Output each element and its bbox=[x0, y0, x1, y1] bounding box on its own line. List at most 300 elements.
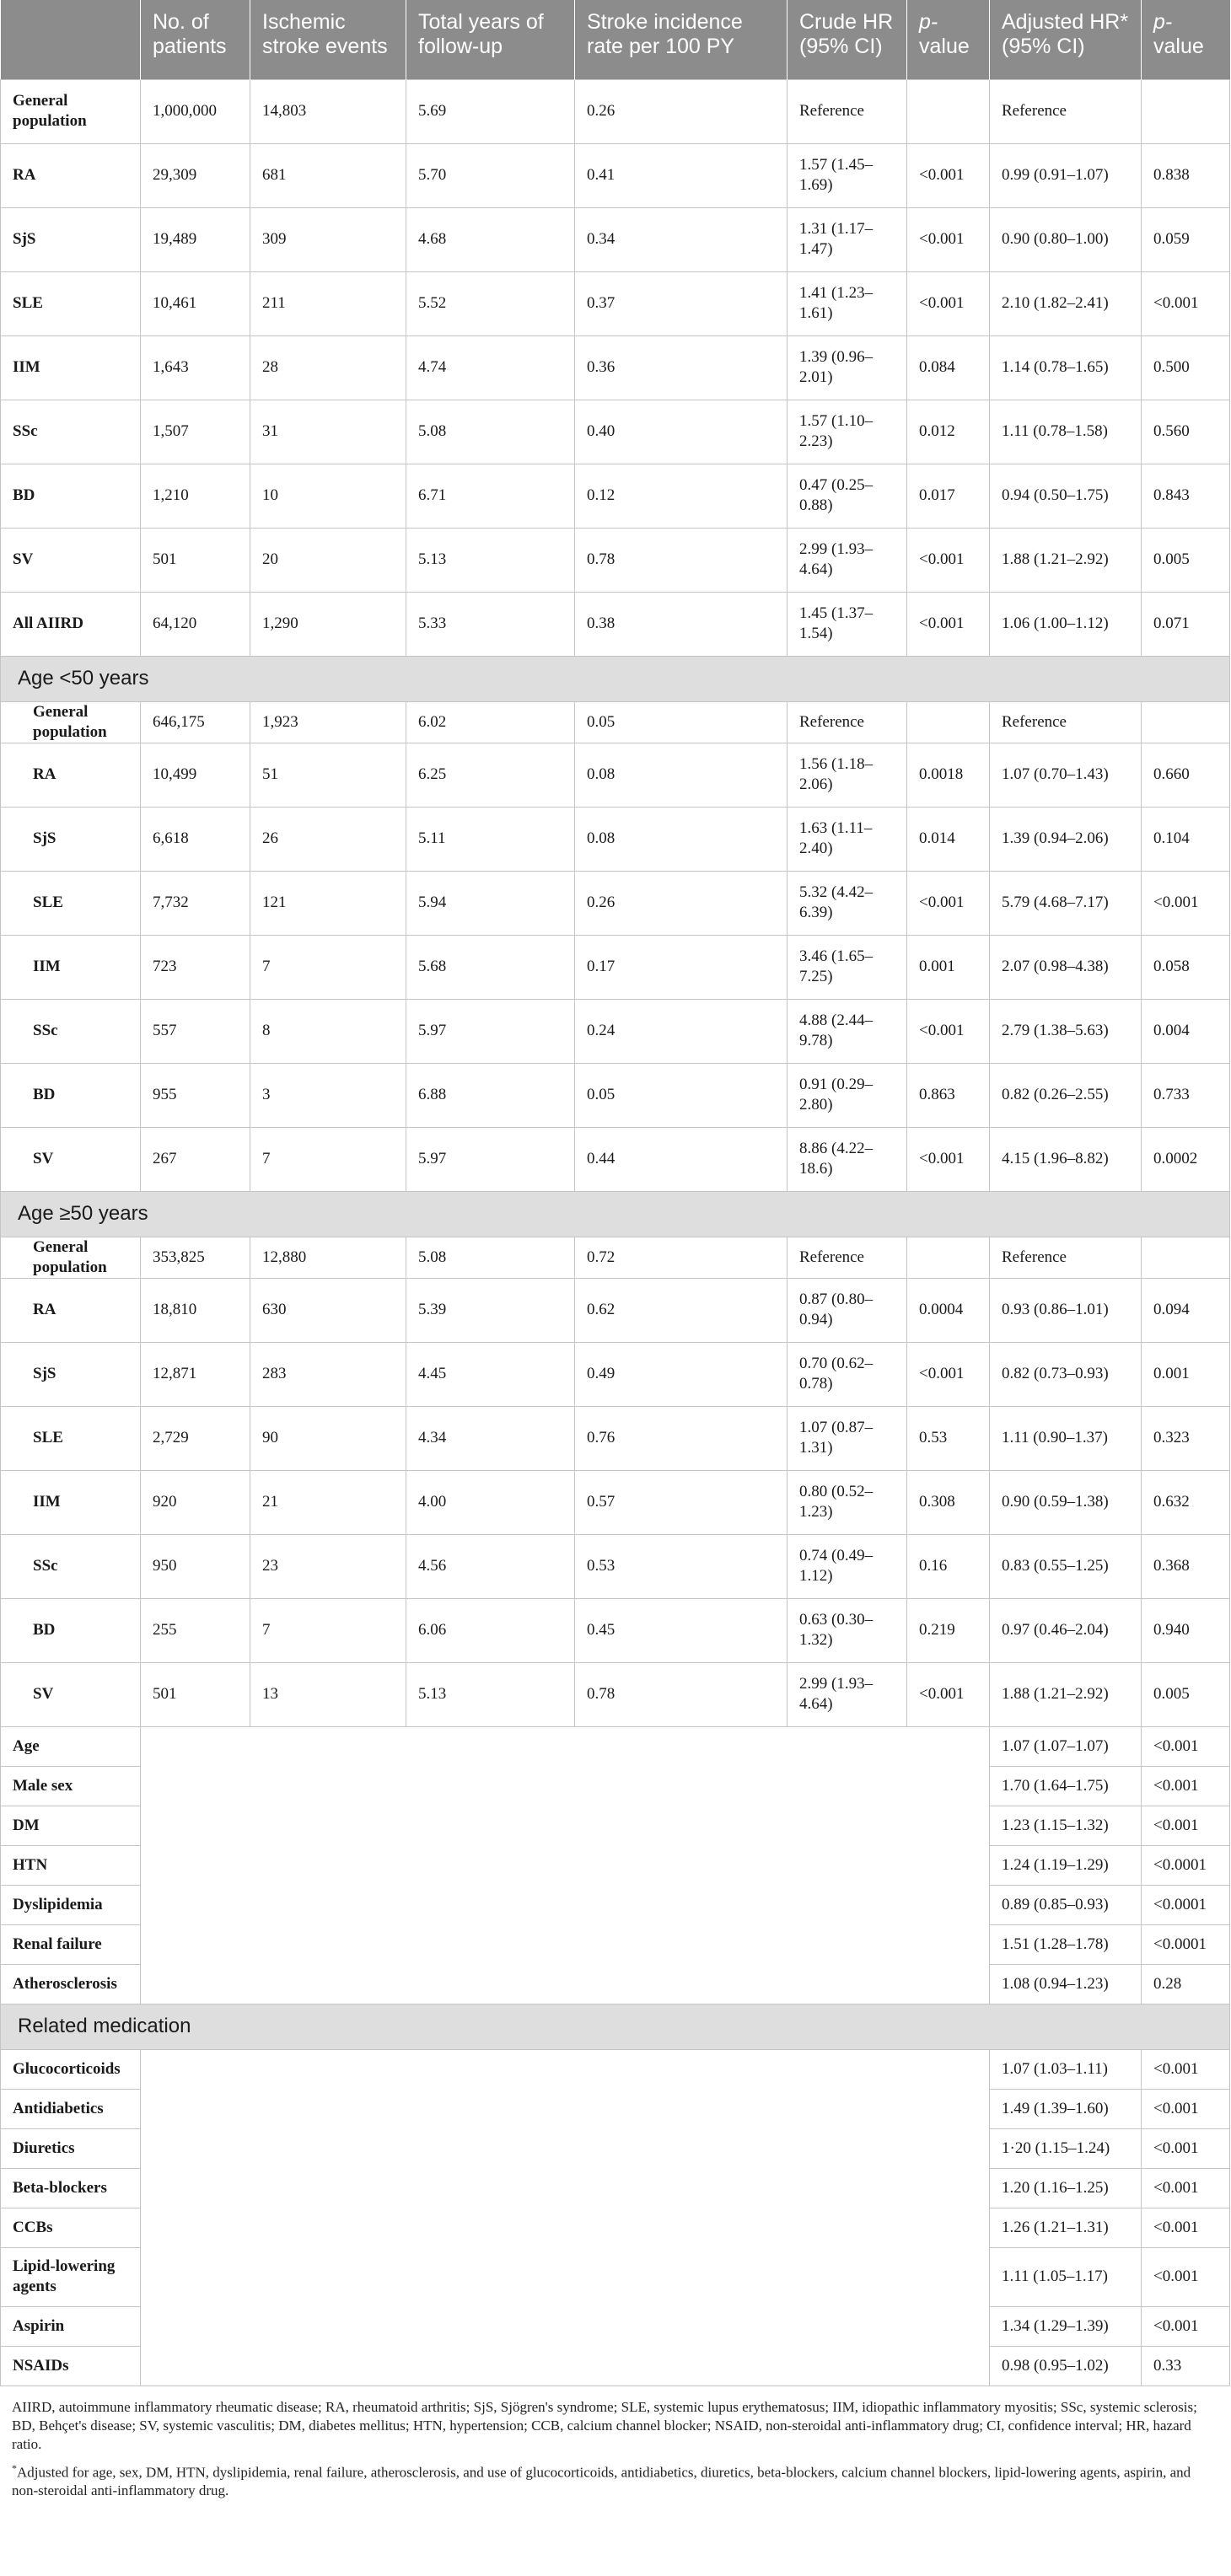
cell-events: 90 bbox=[250, 1406, 406, 1470]
cell-adjusted-p-value: <0.001 bbox=[1142, 2049, 1230, 2089]
cell-adjusted-hr: 2.10 (1.82–2.41) bbox=[990, 271, 1142, 335]
cell-adjusted-p-value: 0.071 bbox=[1142, 592, 1230, 656]
cell-adjusted-p-value: 0.733 bbox=[1142, 1063, 1230, 1127]
cell-adjusted-p-value: <0.001 bbox=[1142, 271, 1230, 335]
cell-adjusted-hr: 1.11 (0.78–1.58) bbox=[990, 400, 1142, 464]
cell-adjusted-p-value: 0.368 bbox=[1142, 1534, 1230, 1598]
cell-incidence-rate: 0.26 bbox=[575, 79, 788, 143]
header-cell-adjusted-hr: Adjusted HR* (95% CI) bbox=[990, 0, 1142, 79]
cell-adjusted-hr: 0.83 (0.55–1.25) bbox=[990, 1534, 1142, 1598]
cell-crude-p-value: <0.001 bbox=[907, 1342, 990, 1406]
cell-crude-p-value: <0.001 bbox=[907, 143, 990, 207]
cell-adjusted-p-value: <0.001 bbox=[1142, 1726, 1230, 1766]
cell-followup-years: 5.08 bbox=[406, 1237, 575, 1278]
table-row bbox=[1, 1726, 1230, 1766]
cell-patients: 557 bbox=[141, 999, 250, 1063]
cell-patients: 29,309 bbox=[141, 143, 250, 207]
cell-crude-hr: 0.63 (0.30–1.32) bbox=[788, 1598, 907, 1662]
section-header: Age <50 years bbox=[1, 656, 1230, 701]
adjustment-footnote-text: Adjusted for age, sex, DM, HTN, dyslipidemia, renal failure, atherosclerosis, and use of glucocorticoids, antidiabetics, diuretics, beta-blockers, calcium channel blockers, lipid-lowering agents, aspirin, and non-steroidal anti-inflammatory drug. bbox=[12, 2464, 1191, 2499]
cell-followup-years: 6.25 bbox=[406, 743, 575, 807]
cell-crude-p-value: <0.001 bbox=[907, 1662, 990, 1726]
cell-incidence-rate: 0.08 bbox=[575, 807, 788, 871]
row-label: Atherosclerosis bbox=[1, 1964, 141, 2004]
row-label: IIM bbox=[1, 1470, 141, 1534]
cell-adjusted-hr: 1.07 (1.03–1.11) bbox=[990, 2049, 1142, 2089]
row-label: Beta-blockers bbox=[1, 2168, 141, 2208]
cell-patients: 18,810 bbox=[141, 1278, 250, 1342]
cell-adjusted-p-value: <0.001 bbox=[1142, 871, 1230, 935]
cell-crude-hr: 1.56 (1.18–2.06) bbox=[788, 743, 907, 807]
cell-crude-hr: 1.07 (0.87–1.31) bbox=[788, 1406, 907, 1470]
cell-events: 1,290 bbox=[250, 592, 406, 656]
cell-adjusted-hr: 1.49 (1.39–1.60) bbox=[990, 2089, 1142, 2128]
table-row bbox=[1, 701, 1230, 743]
cell-followup-years: 5.70 bbox=[406, 143, 575, 207]
cell-incidence-rate: 0.78 bbox=[575, 528, 788, 592]
row-label: RA bbox=[1, 1278, 141, 1342]
row-label: SLE bbox=[1, 271, 141, 335]
cell-events: 14,803 bbox=[250, 79, 406, 143]
cell-incidence-rate: 0.05 bbox=[575, 1063, 788, 1127]
cell-events: 51 bbox=[250, 743, 406, 807]
section-header: Age ≥50 years bbox=[1, 1191, 1230, 1237]
cell-incidence-rate: 0.08 bbox=[575, 743, 788, 807]
row-label: Age bbox=[1, 1726, 141, 1766]
cell-followup-years: 5.68 bbox=[406, 935, 575, 999]
table-row bbox=[1, 935, 1230, 999]
cell-crude-hr: 1.31 (1.17–1.47) bbox=[788, 207, 907, 271]
cell-adjusted-p-value: <0.001 bbox=[1142, 2089, 1230, 2128]
cell-adjusted-hr: 1.23 (1.15–1.32) bbox=[990, 1806, 1142, 1845]
table-row bbox=[1, 592, 1230, 656]
table-row bbox=[1, 1342, 1230, 1406]
table-row bbox=[1, 1534, 1230, 1598]
cell-crude-hr: 2.99 (1.93–4.64) bbox=[788, 528, 907, 592]
cell-events: 7 bbox=[250, 1127, 406, 1191]
row-label: Glucocorticoids bbox=[1, 2049, 141, 2089]
cell-events: 26 bbox=[250, 807, 406, 871]
row-label: SjS bbox=[1, 207, 141, 271]
table-row bbox=[1, 1278, 1230, 1342]
cell-crude-hr: Reference bbox=[788, 79, 907, 143]
cell-crude-hr: 8.86 (4.22–18.6) bbox=[788, 1127, 907, 1191]
row-label: IIM bbox=[1, 335, 141, 400]
blank-cell bbox=[141, 1726, 990, 2004]
table-row bbox=[1, 2049, 1230, 2089]
cell-crude-hr: 4.88 (2.44–9.78) bbox=[788, 999, 907, 1063]
table-row bbox=[1, 271, 1230, 335]
cell-events: 121 bbox=[250, 871, 406, 935]
cell-followup-years: 4.74 bbox=[406, 335, 575, 400]
section-header: Related medication bbox=[1, 2004, 1230, 2049]
cell-adjusted-p-value: 0.004 bbox=[1142, 999, 1230, 1063]
cell-patients: 723 bbox=[141, 935, 250, 999]
cell-crude-p-value: <0.001 bbox=[907, 207, 990, 271]
cell-patients: 64,120 bbox=[141, 592, 250, 656]
row-label: Lipid-lowering agents bbox=[1, 2247, 141, 2306]
cell-followup-years: 5.39 bbox=[406, 1278, 575, 1342]
row-label: General population bbox=[1, 701, 141, 743]
row-label: SjS bbox=[1, 807, 141, 871]
cell-crude-p-value: <0.001 bbox=[907, 871, 990, 935]
cell-adjusted-p-value: <0.0001 bbox=[1142, 1845, 1230, 1885]
cell-adjusted-p-value: 0.058 bbox=[1142, 935, 1230, 999]
cell-events: 7 bbox=[250, 1598, 406, 1662]
cell-adjusted-p-value: 0.0002 bbox=[1142, 1127, 1230, 1191]
cell-adjusted-p-value: 0.33 bbox=[1142, 2346, 1230, 2385]
cell-events: 23 bbox=[250, 1534, 406, 1598]
cell-adjusted-p-value: <0.001 bbox=[1142, 2247, 1230, 2306]
cell-patients: 501 bbox=[141, 528, 250, 592]
cell-adjusted-hr: 1.11 (0.90–1.37) bbox=[990, 1406, 1142, 1470]
table-row bbox=[1, 400, 1230, 464]
table-row bbox=[1, 207, 1230, 271]
cell-crude-hr: 1.39 (0.96–2.01) bbox=[788, 335, 907, 400]
row-label: BD bbox=[1, 1598, 141, 1662]
cell-patients: 267 bbox=[141, 1127, 250, 1191]
cell-events: 8 bbox=[250, 999, 406, 1063]
cell-crude-p-value bbox=[907, 1237, 990, 1278]
cell-adjusted-hr: 1.88 (1.21–2.92) bbox=[990, 528, 1142, 592]
row-label: SSc bbox=[1, 999, 141, 1063]
table-row bbox=[1, 1127, 1230, 1191]
cell-adjusted-p-value: <0.001 bbox=[1142, 2128, 1230, 2168]
cell-events: 13 bbox=[250, 1662, 406, 1726]
cell-crude-hr: 0.74 (0.49–1.12) bbox=[788, 1534, 907, 1598]
cell-crude-hr: 0.70 (0.62–0.78) bbox=[788, 1342, 907, 1406]
cell-events: 1,923 bbox=[250, 701, 406, 743]
cell-crude-p-value: <0.001 bbox=[907, 999, 990, 1063]
cell-patients: 1,000,000 bbox=[141, 79, 250, 143]
cell-incidence-rate: 0.24 bbox=[575, 999, 788, 1063]
cell-incidence-rate: 0.62 bbox=[575, 1278, 788, 1342]
cell-incidence-rate: 0.57 bbox=[575, 1470, 788, 1534]
cell-adjusted-p-value: 0.500 bbox=[1142, 335, 1230, 400]
cell-adjusted-hr: 0.90 (0.59–1.38) bbox=[990, 1470, 1142, 1534]
p-prefix: p- bbox=[919, 10, 938, 34]
cell-patients: 12,871 bbox=[141, 1342, 250, 1406]
cell-adjusted-hr: 1.06 (1.00–1.12) bbox=[990, 592, 1142, 656]
row-label: Diuretics bbox=[1, 2128, 141, 2168]
row-label: Aspirin bbox=[1, 2306, 141, 2346]
row-label: SLE bbox=[1, 1406, 141, 1470]
cell-followup-years: 4.45 bbox=[406, 1342, 575, 1406]
cell-adjusted-hr: 2.07 (0.98–4.38) bbox=[990, 935, 1142, 999]
cell-followup-years: 6.02 bbox=[406, 701, 575, 743]
cell-followup-years: 5.08 bbox=[406, 400, 575, 464]
cell-events: 28 bbox=[250, 335, 406, 400]
cell-crude-hr: 1.57 (1.10–2.23) bbox=[788, 400, 907, 464]
cell-crude-p-value: 0.863 bbox=[907, 1063, 990, 1127]
cell-incidence-rate: 0.72 bbox=[575, 1237, 788, 1278]
cell-events: 20 bbox=[250, 528, 406, 592]
header-cell-group bbox=[1, 0, 141, 79]
cell-crude-hr: Reference bbox=[788, 1237, 907, 1278]
cell-adjusted-p-value: 0.005 bbox=[1142, 528, 1230, 592]
row-label: All AIIRD bbox=[1, 592, 141, 656]
cell-adjusted-p-value: 0.323 bbox=[1142, 1406, 1230, 1470]
p-value-label: value bbox=[919, 35, 970, 58]
cell-crude-hr: 0.47 (0.25–0.88) bbox=[788, 464, 907, 528]
row-label: RA bbox=[1, 143, 141, 207]
cell-followup-years: 4.56 bbox=[406, 1534, 575, 1598]
cell-crude-hr: 0.87 (0.80–0.94) bbox=[788, 1278, 907, 1342]
cell-incidence-rate: 0.17 bbox=[575, 935, 788, 999]
table-row bbox=[1, 1406, 1230, 1470]
cell-adjusted-p-value: 0.660 bbox=[1142, 743, 1230, 807]
cell-crude-hr: 5.32 (4.42–6.39) bbox=[788, 871, 907, 935]
cell-patients: 1,507 bbox=[141, 400, 250, 464]
row-label: Dyslipidemia bbox=[1, 1885, 141, 1924]
table-body bbox=[1, 79, 1230, 2385]
cell-followup-years: 6.06 bbox=[406, 1598, 575, 1662]
cell-adjusted-p-value bbox=[1142, 79, 1230, 143]
table-row bbox=[1, 464, 1230, 528]
cell-adjusted-p-value: 0.843 bbox=[1142, 464, 1230, 528]
cell-patients: 501 bbox=[141, 1662, 250, 1726]
cell-adjusted-p-value: 0.059 bbox=[1142, 207, 1230, 271]
cell-crude-p-value: 0.012 bbox=[907, 400, 990, 464]
cell-patients: 10,461 bbox=[141, 271, 250, 335]
cell-incidence-rate: 0.45 bbox=[575, 1598, 788, 1662]
cell-adjusted-hr: 1.07 (1.07–1.07) bbox=[990, 1726, 1142, 1766]
cell-adjusted-hr: 0.94 (0.50–1.75) bbox=[990, 464, 1142, 528]
header-cell-followup: Total years of follow-up bbox=[406, 0, 575, 79]
cell-crude-p-value: 0.219 bbox=[907, 1598, 990, 1662]
section-header-row bbox=[1, 656, 1230, 701]
cell-adjusted-hr: 1.14 (0.78–1.65) bbox=[990, 335, 1142, 400]
row-label: General population bbox=[1, 1237, 141, 1278]
table-row bbox=[1, 1662, 1230, 1726]
header-cell-patients: No. of patients bbox=[141, 0, 250, 79]
row-label: SjS bbox=[1, 1342, 141, 1406]
cell-adjusted-p-value: <0.001 bbox=[1142, 1766, 1230, 1806]
cell-crude-hr: 0.80 (0.52–1.23) bbox=[788, 1470, 907, 1534]
cell-adjusted-hr: Reference bbox=[990, 79, 1142, 143]
table-row bbox=[1, 335, 1230, 400]
cell-events: 283 bbox=[250, 1342, 406, 1406]
cell-followup-years: 4.00 bbox=[406, 1470, 575, 1534]
cell-adjusted-hr: 1.70 (1.64–1.75) bbox=[990, 1766, 1142, 1806]
cell-incidence-rate: 0.12 bbox=[575, 464, 788, 528]
cell-patients: 1,210 bbox=[141, 464, 250, 528]
cell-crude-p-value bbox=[907, 79, 990, 143]
cell-crude-p-value: <0.001 bbox=[907, 528, 990, 592]
cell-events: 681 bbox=[250, 143, 406, 207]
cell-crude-p-value: 0.0018 bbox=[907, 743, 990, 807]
cell-adjusted-p-value: 0.104 bbox=[1142, 807, 1230, 871]
row-label: SSc bbox=[1, 400, 141, 464]
cell-incidence-rate: 0.44 bbox=[575, 1127, 788, 1191]
cell-patients: 255 bbox=[141, 1598, 250, 1662]
cell-events: 21 bbox=[250, 1470, 406, 1534]
row-label: Male sex bbox=[1, 1766, 141, 1806]
cell-adjusted-hr: 1.20 (1.16–1.25) bbox=[990, 2168, 1142, 2208]
cell-adjusted-hr: 1.51 (1.28–1.78) bbox=[990, 1924, 1142, 1964]
cell-adjusted-p-value bbox=[1142, 1237, 1230, 1278]
table-header bbox=[1, 0, 1230, 79]
cell-adjusted-hr: 0.98 (0.95–1.02) bbox=[990, 2346, 1142, 2385]
cell-followup-years: 6.71 bbox=[406, 464, 575, 528]
cell-adjusted-p-value: <0.001 bbox=[1142, 1806, 1230, 1845]
cell-followup-years: 5.33 bbox=[406, 592, 575, 656]
p-value-label: value bbox=[1153, 35, 1204, 58]
cell-adjusted-p-value: 0.28 bbox=[1142, 1964, 1230, 2004]
cell-followup-years: 5.94 bbox=[406, 871, 575, 935]
header-cell-events: Ischemic stroke events bbox=[250, 0, 406, 79]
cell-followup-years: 5.52 bbox=[406, 271, 575, 335]
cell-adjusted-p-value: 0.005 bbox=[1142, 1662, 1230, 1726]
blank-cell bbox=[141, 2049, 990, 2385]
cell-crude-hr: 1.45 (1.37–1.54) bbox=[788, 592, 907, 656]
cell-patients: 950 bbox=[141, 1534, 250, 1598]
table-row bbox=[1, 807, 1230, 871]
cell-crude-hr: 1.63 (1.11–2.40) bbox=[788, 807, 907, 871]
abbreviation-footnote: AIIRD, autoimmune inflammatory rheumatic disease; RA, rheumatoid arthritis; SjS, Sjögren's syndrome; SLE, systemic lupus erythematosus; IIM, idiopathic inflammatory myositis; SSc, systemic sclerosis; BD, Behçet's disease; SV, systemic vasculitis; DM, diabetes mellitus; HTN, hypertension; CCB, calcium channel blocker; NSAID, non-steroidal anti-inflammatory drug; CI, confidence interval; HR, hazard ratio. bbox=[12, 2398, 1197, 2452]
footnote-star: * bbox=[12, 2461, 17, 2474]
cell-crude-p-value: 0.53 bbox=[907, 1406, 990, 1470]
cell-patients: 353,825 bbox=[141, 1237, 250, 1278]
cell-events: 211 bbox=[250, 271, 406, 335]
table-row bbox=[1, 79, 1230, 143]
header-cell-crude-p bbox=[907, 0, 990, 79]
cell-adjusted-hr: Reference bbox=[990, 1237, 1142, 1278]
cell-adjusted-hr: 1·20 (1.15–1.24) bbox=[990, 2128, 1142, 2168]
row-label: BD bbox=[1, 1063, 141, 1127]
cell-crude-p-value: 0.16 bbox=[907, 1534, 990, 1598]
cell-adjusted-p-value: <0.001 bbox=[1142, 2306, 1230, 2346]
cell-adjusted-p-value: <0.0001 bbox=[1142, 1885, 1230, 1924]
table-row bbox=[1, 1598, 1230, 1662]
cell-incidence-rate: 0.26 bbox=[575, 871, 788, 935]
cell-followup-years: 5.13 bbox=[406, 1662, 575, 1726]
cell-followup-years: 5.97 bbox=[406, 999, 575, 1063]
cell-adjusted-p-value: <0.001 bbox=[1142, 2208, 1230, 2247]
cell-adjusted-hr: 1.34 (1.29–1.39) bbox=[990, 2306, 1142, 2346]
cell-followup-years: 6.88 bbox=[406, 1063, 575, 1127]
table-row bbox=[1, 743, 1230, 807]
cell-adjusted-hr: 2.79 (1.38–5.63) bbox=[990, 999, 1142, 1063]
cell-patients: 955 bbox=[141, 1063, 250, 1127]
cell-crude-p-value: 0.084 bbox=[907, 335, 990, 400]
cell-crude-hr: Reference bbox=[788, 701, 907, 743]
row-label: SV bbox=[1, 528, 141, 592]
cell-crude-hr: 3.46 (1.65–7.25) bbox=[788, 935, 907, 999]
cell-crude-hr: 0.91 (0.29–2.80) bbox=[788, 1063, 907, 1127]
cell-patients: 6,618 bbox=[141, 807, 250, 871]
cell-events: 12,880 bbox=[250, 1237, 406, 1278]
cell-followup-years: 5.97 bbox=[406, 1127, 575, 1191]
row-label: HTN bbox=[1, 1845, 141, 1885]
section-header-row bbox=[1, 1191, 1230, 1237]
cell-events: 630 bbox=[250, 1278, 406, 1342]
cell-crude-p-value: 0.017 bbox=[907, 464, 990, 528]
p-prefix: p- bbox=[1153, 10, 1173, 34]
cell-patients: 19,489 bbox=[141, 207, 250, 271]
cell-adjusted-p-value: <0.0001 bbox=[1142, 1924, 1230, 1964]
cell-incidence-rate: 0.05 bbox=[575, 701, 788, 743]
row-label: CCBs bbox=[1, 2208, 141, 2247]
cell-adjusted-hr: 1.26 (1.21–1.31) bbox=[990, 2208, 1142, 2247]
header-cell-adjusted-p bbox=[1142, 0, 1230, 79]
cell-adjusted-hr: 0.90 (0.80–1.00) bbox=[990, 207, 1142, 271]
cell-adjusted-hr: 4.15 (1.96–8.82) bbox=[990, 1127, 1142, 1191]
cell-crude-hr: 1.41 (1.23–1.61) bbox=[788, 271, 907, 335]
cell-patients: 1,643 bbox=[141, 335, 250, 400]
cell-adjusted-hr: 1.88 (1.21–2.92) bbox=[990, 1662, 1142, 1726]
cell-incidence-rate: 0.40 bbox=[575, 400, 788, 464]
row-label: SSc bbox=[1, 1534, 141, 1598]
row-label: Renal failure bbox=[1, 1924, 141, 1964]
table-row bbox=[1, 1470, 1230, 1534]
cell-incidence-rate: 0.38 bbox=[575, 592, 788, 656]
cell-adjusted-hr: Reference bbox=[990, 701, 1142, 743]
cell-adjusted-hr: 0.99 (0.91–1.07) bbox=[990, 143, 1142, 207]
cell-adjusted-p-value: 0.632 bbox=[1142, 1470, 1230, 1534]
cell-followup-years: 5.69 bbox=[406, 79, 575, 143]
cell-crude-p-value: <0.001 bbox=[907, 1127, 990, 1191]
cell-adjusted-hr: 1.24 (1.19–1.29) bbox=[990, 1845, 1142, 1885]
row-label: BD bbox=[1, 464, 141, 528]
cell-events: 7 bbox=[250, 935, 406, 999]
row-label: SV bbox=[1, 1127, 141, 1191]
table-row bbox=[1, 528, 1230, 592]
cell-patients: 646,175 bbox=[141, 701, 250, 743]
cell-events: 31 bbox=[250, 400, 406, 464]
table-row bbox=[1, 1063, 1230, 1127]
cell-events: 3 bbox=[250, 1063, 406, 1127]
cell-incidence-rate: 0.53 bbox=[575, 1534, 788, 1598]
cell-crude-p-value bbox=[907, 701, 990, 743]
cell-incidence-rate: 0.37 bbox=[575, 271, 788, 335]
cell-incidence-rate: 0.78 bbox=[575, 1662, 788, 1726]
cell-adjusted-hr: 0.97 (0.46–2.04) bbox=[990, 1598, 1142, 1662]
row-label: General population bbox=[1, 79, 141, 143]
cell-crude-hr: 2.99 (1.93–4.64) bbox=[788, 1662, 907, 1726]
row-label: Antidiabetics bbox=[1, 2089, 141, 2128]
cell-adjusted-hr: 1.08 (0.94–1.23) bbox=[990, 1964, 1142, 2004]
cell-patients: 2,729 bbox=[141, 1406, 250, 1470]
cell-adjusted-p-value: 0.001 bbox=[1142, 1342, 1230, 1406]
header-cell-incidence: Stroke incidence rate per 100 PY bbox=[575, 0, 788, 79]
header-cell-crude-hr: Crude HR (95% CI) bbox=[788, 0, 907, 79]
cell-adjusted-p-value: <0.001 bbox=[1142, 2168, 1230, 2208]
cell-adjusted-hr: 1.07 (0.70–1.43) bbox=[990, 743, 1142, 807]
cell-adjusted-p-value: 0.094 bbox=[1142, 1278, 1230, 1342]
table-row bbox=[1, 999, 1230, 1063]
cell-events: 10 bbox=[250, 464, 406, 528]
table-row bbox=[1, 143, 1230, 207]
cell-adjusted-hr: 0.82 (0.26–2.55) bbox=[990, 1063, 1142, 1127]
row-label: SV bbox=[1, 1662, 141, 1726]
row-label: RA bbox=[1, 743, 141, 807]
row-label: DM bbox=[1, 1806, 141, 1845]
cell-adjusted-p-value: 0.560 bbox=[1142, 400, 1230, 464]
cell-followup-years: 5.13 bbox=[406, 528, 575, 592]
cell-incidence-rate: 0.41 bbox=[575, 143, 788, 207]
cell-incidence-rate: 0.36 bbox=[575, 335, 788, 400]
row-label: IIM bbox=[1, 935, 141, 999]
cell-adjusted-hr: 1.11 (1.05–1.17) bbox=[990, 2247, 1142, 2306]
cell-crude-p-value: 0.308 bbox=[907, 1470, 990, 1534]
cell-adjusted-p-value: 0.940 bbox=[1142, 1598, 1230, 1662]
cell-incidence-rate: 0.34 bbox=[575, 207, 788, 271]
cell-followup-years: 5.11 bbox=[406, 807, 575, 871]
cell-crude-p-value: <0.001 bbox=[907, 271, 990, 335]
table-row bbox=[1, 871, 1230, 935]
cell-adjusted-hr: 0.93 (0.86–1.01) bbox=[990, 1278, 1142, 1342]
